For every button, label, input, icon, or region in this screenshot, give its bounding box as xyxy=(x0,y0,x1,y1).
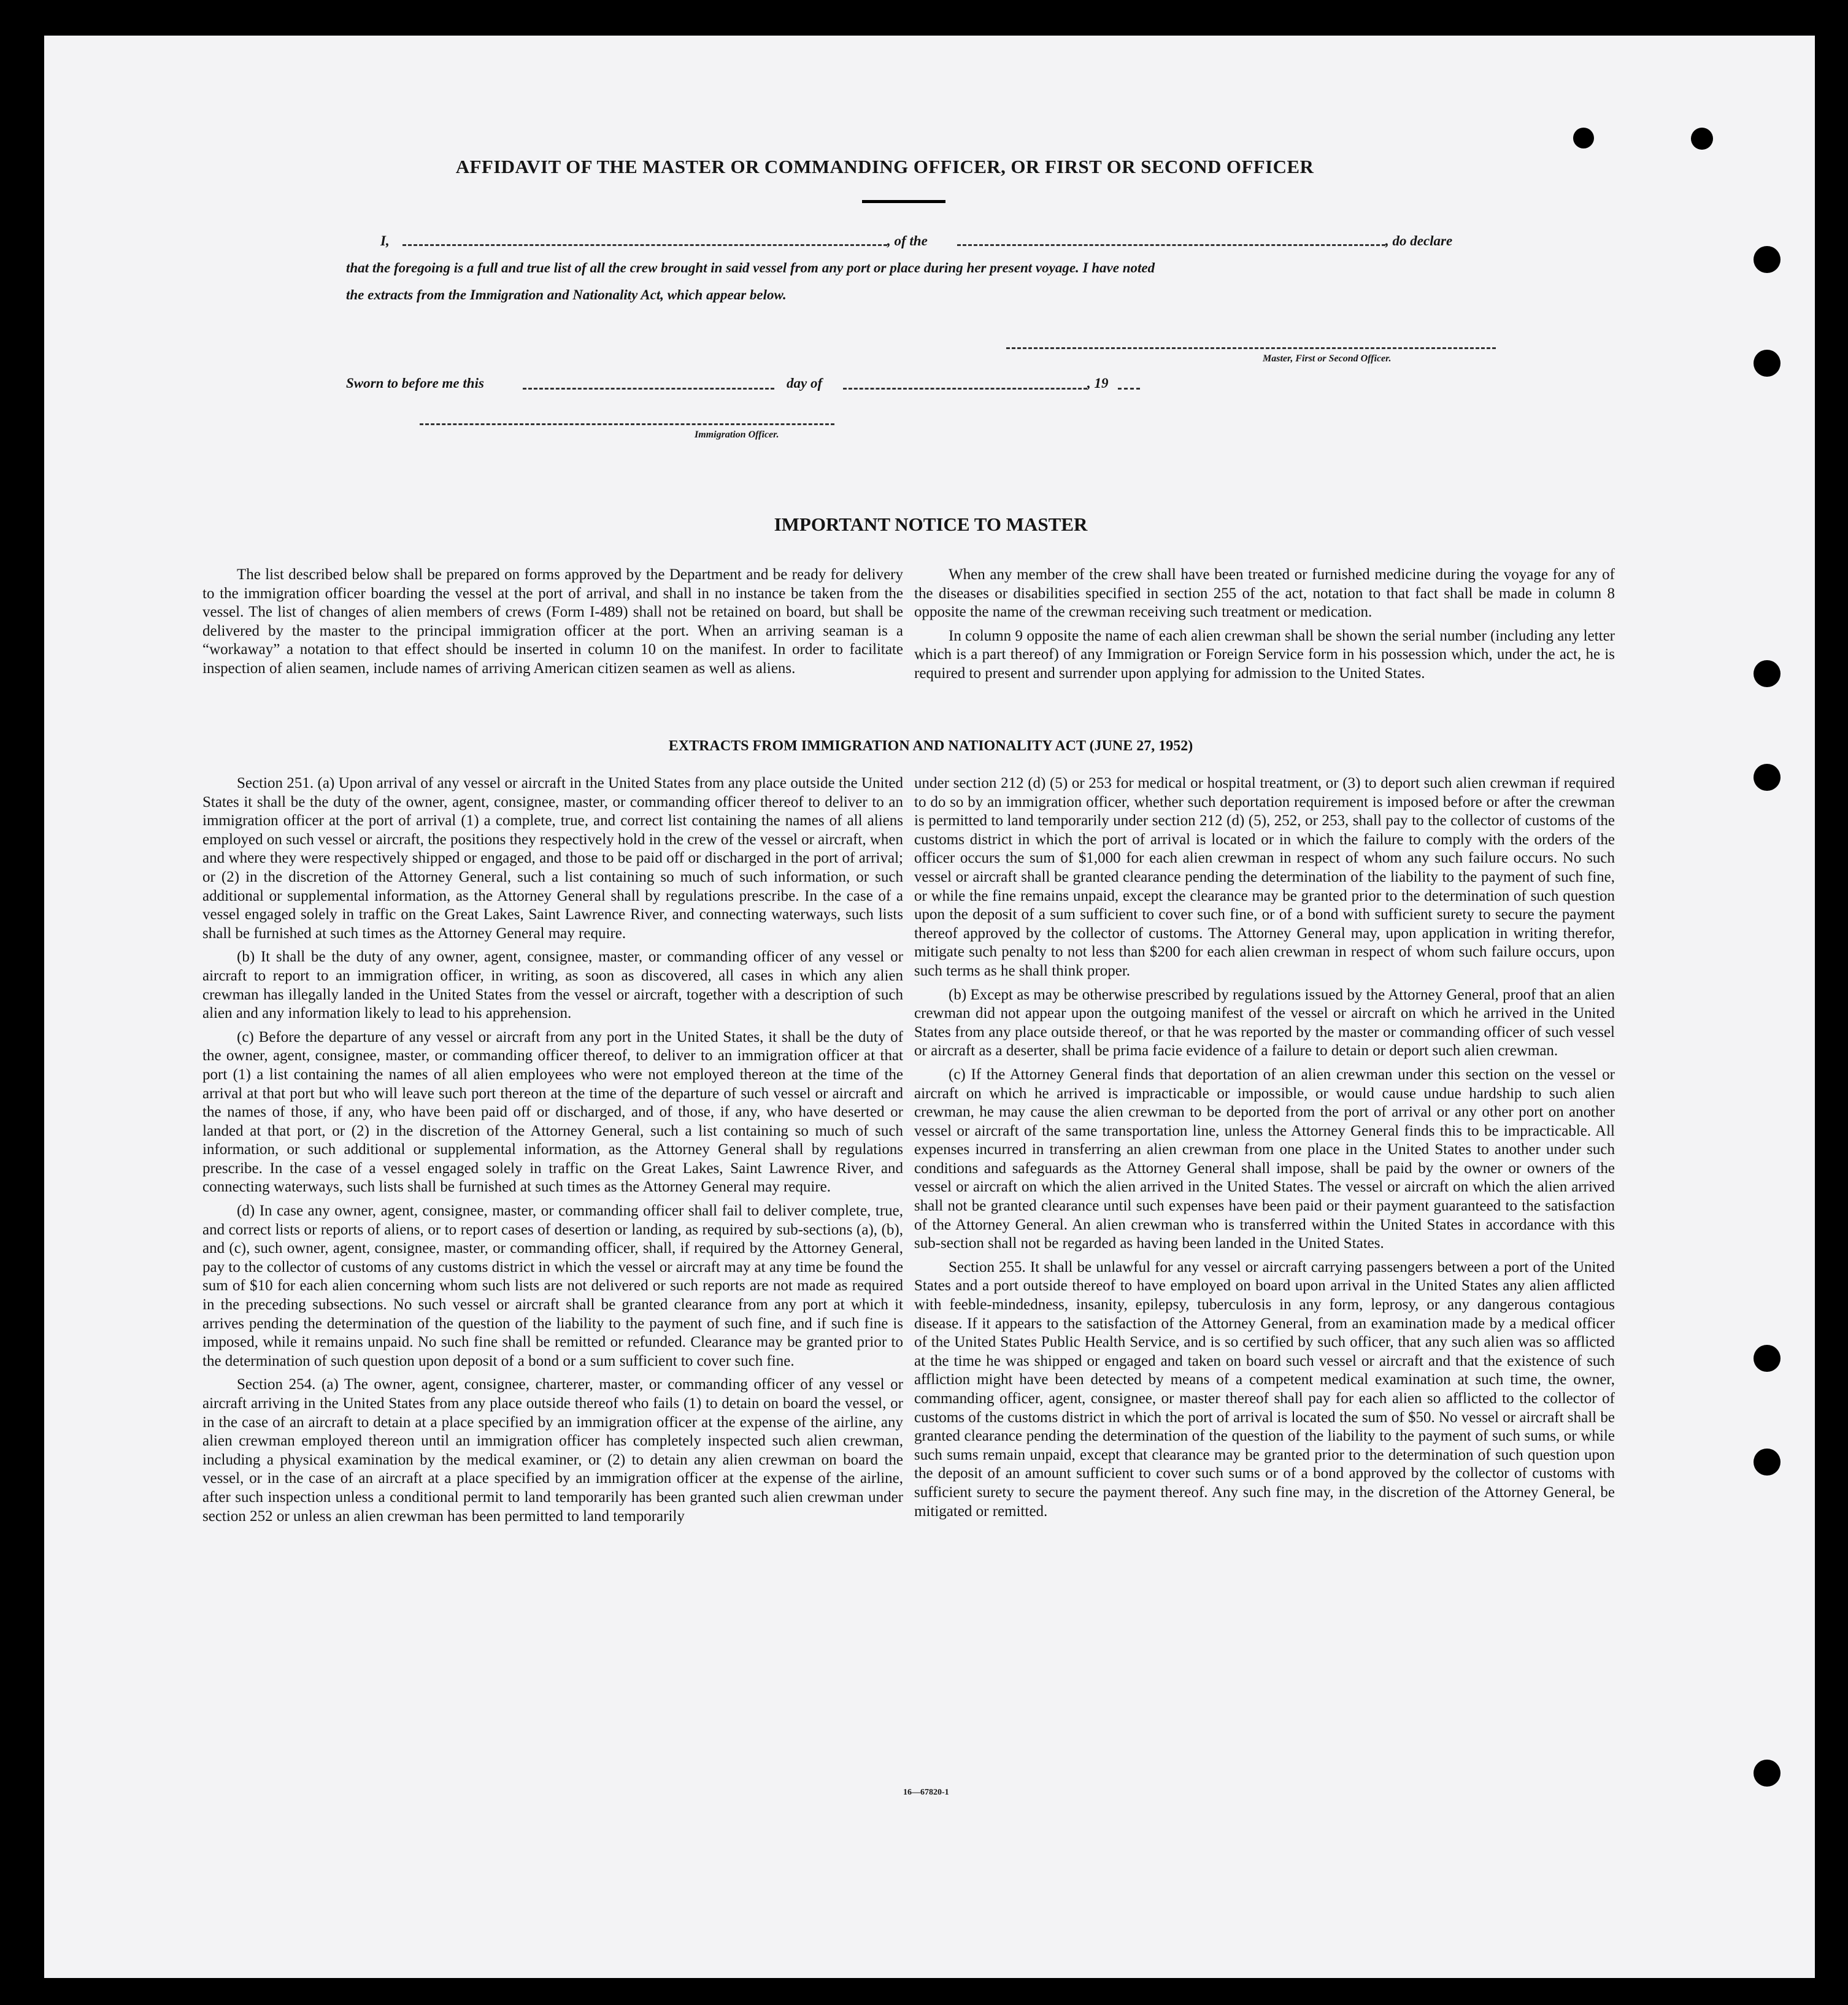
notice-right-paragraph-1: When any member of the crew shall have been treated or furnished medicine during the voyage for any of the diseases or disabilities specified in section 255 of the act, notation to that fact shall be made in column 8 opposite the name of the crewman receiving such treatment or medication. xyxy=(914,566,1615,621)
notice-heading: IMPORTANT NOTICE TO MASTER xyxy=(774,514,1088,535)
binder-hole-3 xyxy=(1754,246,1781,273)
extracts-heading: EXTRACTS FROM IMMIGRATION AND NATIONALITY ACT (JUNE 27, 1952) xyxy=(668,738,1193,754)
affidavit-statement-line2: the extracts from the Immigration and Nationality Act, which appear below. xyxy=(346,287,787,302)
affidavit-i-label: I, xyxy=(380,233,390,248)
day-of-label: day of xyxy=(787,375,823,391)
notice-right-paragraph-2: In column 9 opposite the name of each alien crewman shall be shown the serial number (including any letter which is a part thereof) of any Immigration or Foreign Service form in his possession which, under the act, he is required to present and surrender upon applying for admission to the United States. xyxy=(914,627,1615,682)
master-signature-line[interactable] xyxy=(1006,347,1496,349)
section-251-d: (d) In case any owner, agent, consignee, master, or commanding officer shall fail to deliver complete, true, and correct lists or reports of aliens, or to report cases of desertion or landing, as required by sub-sections (a), (b), and (c), such owner, agent, consignee, master, or commanding officer, shall, if required by the Attorney General, pay to the collector of customs of any customs district in which the vessel or aircraft may at any time be found the sum of $10 for each alien concerning whom such lists are not delivered or such reports are not made as required in the preceding subsections. No such vessel or aircraft shall be granted clearance from any port at which it arrives pending the determination of the question of the liability to the payment of such fine, and if such fine is imposed, while it remains unpaid. No such fine shall be remitted or refunded. Clearance may be granted prior to the determination of such question upon deposit of a bond or a sum sufficient to cover such fine. xyxy=(202,1203,903,1369)
binder-hole-5 xyxy=(1754,660,1781,687)
section-254-a: Section 254. (a) The owner, agent, consignee, charterer, master, or commanding officer of any vessel or aircraft arriving in the United States from any place outside thereof who fails (1) to detain on board the vessel, or in the case of an aircraft to detain at a place specified by an immigration officer at the expense of the airline, any alien crewman employed thereon until an immigration officer has completely inspected such alien crewman, including a physical examination by the medical examiner, or (2) to detain any alien crewman on board the vessel, or in the case of an aircraft at a place specified by an immigration officer at the expense of the airline, after such inspection unless a conditional permit to land temporarily has been granted such alien crewman under section 252 or unless an alien crewman has been permitted to land temporarily xyxy=(202,1376,903,1525)
affidavit-title: AFFIDAVIT OF THE MASTER OR COMMANDING OFFICER, OR FIRST OR SECOND OFFICER xyxy=(455,156,1314,177)
sworn-day-field[interactable] xyxy=(523,388,774,390)
extracts-left-column xyxy=(202,774,903,1531)
section-255: Section 255. It shall be unlawful for any vessel or aircraft carrying passengers between a port of the United States and a port outside thereof to have employed on board upon arrival in the United States any alien afflicted with feeble-mindedness, insanity, epilepsy, tuberculosis in any form, leprosy, or any dangerous contagious disease. If it appears to the satisfaction of the Attorney General, from an examination made by a medical officer of the United States Public Health Service, and is so certified by such officer, that any such alien was so afflicted at the time he was shipped or engaged and taken on board such vessel or aircraft and that the existence of such affliction might have been detected by means of a competent medical examination at such time, the owner, commanding officer, agent, consignee, or master thereof shall pay for each alien so afflicted to the collector of customs of the customs district in which the port of arrival is located the sum of $50. No vessel or aircraft shall be granted clearance pending the determination of the question of the liability to the payment of such sums, or while such sums remain unpaid, except that clearance may be granted prior to the determination of such question upon the deposit of an amount sufficient to cover such sums or of a bond approved by the collector of customs with sufficient surety to secure the payment thereof. Any such fine may, in the discretion of the Attorney General, be mitigated or remitted. xyxy=(914,1258,1615,1520)
sworn-month-field[interactable] xyxy=(843,388,1087,390)
binder-hole-1 xyxy=(1573,128,1594,148)
immigration-officer-label: Immigration Officer. xyxy=(695,429,779,440)
vessel-field[interactable] xyxy=(957,244,1385,246)
year-label: , 19 xyxy=(1087,375,1109,391)
section-251-b: (b) It shall be the duty of any owner, agent, consignee, master, or commanding officer of any vessel or aircraft to report to an immigration officer, in writing, as soon as discovered, all cases in which any alien crewman has illegally landed in the United States from the vessel or aircraft, together with a description of such alien and any information likely to lead to his apprehension. xyxy=(202,949,903,1022)
section-251-c: (c) Before the departure of any vessel or aircraft from any port in the United States, it shall be the duty of the owner, agent, consignee, master, or commanding officer thereof, to deliver to an immigration officer at that port (1) a list containing the names of all alien employees who were not employed thereon at the time of the arrival at that port but who will leave such port thereon at the time of the departure of such vessel or aircraft and the names of those, if any, who have been paid off or discharged, and of those, if any, who have deserted or landed at that port, or (2) in the discretion of the Attorney General, such a list containing so much of such information, or such additional or supplemental information, as the Attorney General shall by regulations prescribe. In the case of a vessel engaged solely in traffic on the Great Lakes, Saint Lawrence River, and connecting waterways, such lists shall be furnished at such times as the Attorney General may require. xyxy=(202,1028,903,1196)
of-the-label: , of the xyxy=(887,233,928,248)
binder-hole-8 xyxy=(1754,1449,1781,1476)
sworn-year-field[interactable] xyxy=(1118,388,1140,390)
master-signature-label: Master, First or Second Officer. xyxy=(1263,353,1392,364)
section-254-b: (b) Except as may be otherwise prescribed by regulations issued by the Attorney General, proof that an alien crewman did not appear upon the outgoing manifest of the vessel or aircraft on which he arrived in the United States from any place outside thereof, or that he was reported by the master or commanding officer of such vessel or aircraft as a deserter, shall be prima facie evidence of a failure to detain or deport such alien crewman. xyxy=(914,986,1615,1060)
affidavit-statement-line1: that the foregoing is a full and true list of all the crew brought in said vessel from any port or place during her present voyage. I have noted xyxy=(346,260,1155,275)
name-field[interactable] xyxy=(402,244,887,246)
section-254-a-continued: under section 212 (d) (5) or 253 for medical or hospital treatment, or (3) to deport such alien crewman if required to do so by an immigration officer, whether such deportation requirement is imposed before or after the crewman is permitted to land temporarily under section 212 (d) (5), 252, or 253, shall pay to the collector of customs of the customs district in which the port of arrival is located or in which the failure to comply with the orders of the officer occurs the sum of $1,000 for each alien crewman in respect of whom any such failure occurs. No such vessel or aircraft shall be granted clearance pending the determination of the liability to the payment of such fine, or while the fine remains unpaid, except the clearance may be granted prior to the determination of such question upon the deposit of a sum sufficient to cover such fine, or of a bond with sufficient surety to secure the payment thereof approved by the collector of customs. The Attorney General may, upon application in writing therefor, mitigate such penalty to not less than $200 for each alien crewman in respect of whom such failure occurs, upon such terms as he shall think proper. xyxy=(914,775,1615,979)
binder-hole-6 xyxy=(1754,764,1781,791)
binder-hole-7 xyxy=(1754,1345,1781,1372)
title-underline xyxy=(862,200,945,203)
immigration-officer-signature-line[interactable] xyxy=(420,423,834,425)
notice-left-paragraph: The list described below shall be prepared on forms approved by the Department and be ready for delivery to the immigration officer boarding the vessel at the port of arrival, and shall in no instance be taken from the vessel. The list of changes of alien members of crews (Form I-489) shall not be retained on board, but shall be delivered by the master to the principal immigration officer at the port. When an arriving seaman is a “workaway” a notation to that effect should be inserted in column 10 on the manifest. In order to facilitate inspection of alien seamen, include names of arriving American citizen seamen as well as aliens. xyxy=(202,566,903,677)
form-code: 16—67820-1 xyxy=(903,1788,949,1797)
document-page xyxy=(44,36,1815,1978)
extracts-right-column xyxy=(914,774,1615,1526)
section-254-c: (c) If the Attorney General finds that deportation of an alien crewman under this section on the vessel or aircraft on which he arrived is impracticable or impossible, or would cause undue hardship to such alien crewman, he may cause the alien crewman to be deported from the port of arrival or any other port on another vessel or aircraft of the same transportation line, unless the Attorney General finds this to be impracticable. All expenses incurred in transferring an alien crewman from one place in the United States to another under such conditions and safeguards as the Attorney General shall impose, shall be paid by the owner or owners of the vessel or aircraft on which the alien arrived in the United States. The vessel or aircraft on which the alien arrived shall not be granted clearance until such expenses have been paid or their payment guaranteed to the satisfaction of the Attorney General. An alien crewman who is transferred within the United States in accordance with this sub-section shall not be regarded as having been landed in the United States. xyxy=(914,1066,1615,1252)
binder-hole-2 xyxy=(1691,128,1713,150)
binder-hole-4 xyxy=(1754,350,1781,377)
notice-left-column xyxy=(202,566,903,683)
section-251-a: Section 251. (a) Upon arrival of any vessel or aircraft in the United States from any place outside the United States it shall be the duty of the owner, agent, consignee, master, or commanding officer thereof to deliver to an immigration officer at the port of arrival (1) a complete, true, and correct list containing the names of all aliens employed on such vessel or aircraft, the positions they respectively hold in the crew of the vessel or aircraft, when and where they were respectively shipped or engaged, and those to be paid off or discharged in the port of arrival; or (2) in the discretion of the Attorney General, such a list containing so much of such information, or such additional or supplemental information, as the Attorney General shall by regulations prescribe. In the case of a vessel engaged solely in traffic on the Great Lakes, Saint Lawrence River, and connecting waterways, such lists shall be furnished at such times as the Attorney General may require. xyxy=(202,775,903,942)
notice-right-column xyxy=(914,566,1615,688)
sworn-label: Sworn to before me this xyxy=(346,375,484,391)
binder-hole-9 xyxy=(1754,1760,1781,1787)
do-declare-label: , do declare xyxy=(1385,233,1453,248)
